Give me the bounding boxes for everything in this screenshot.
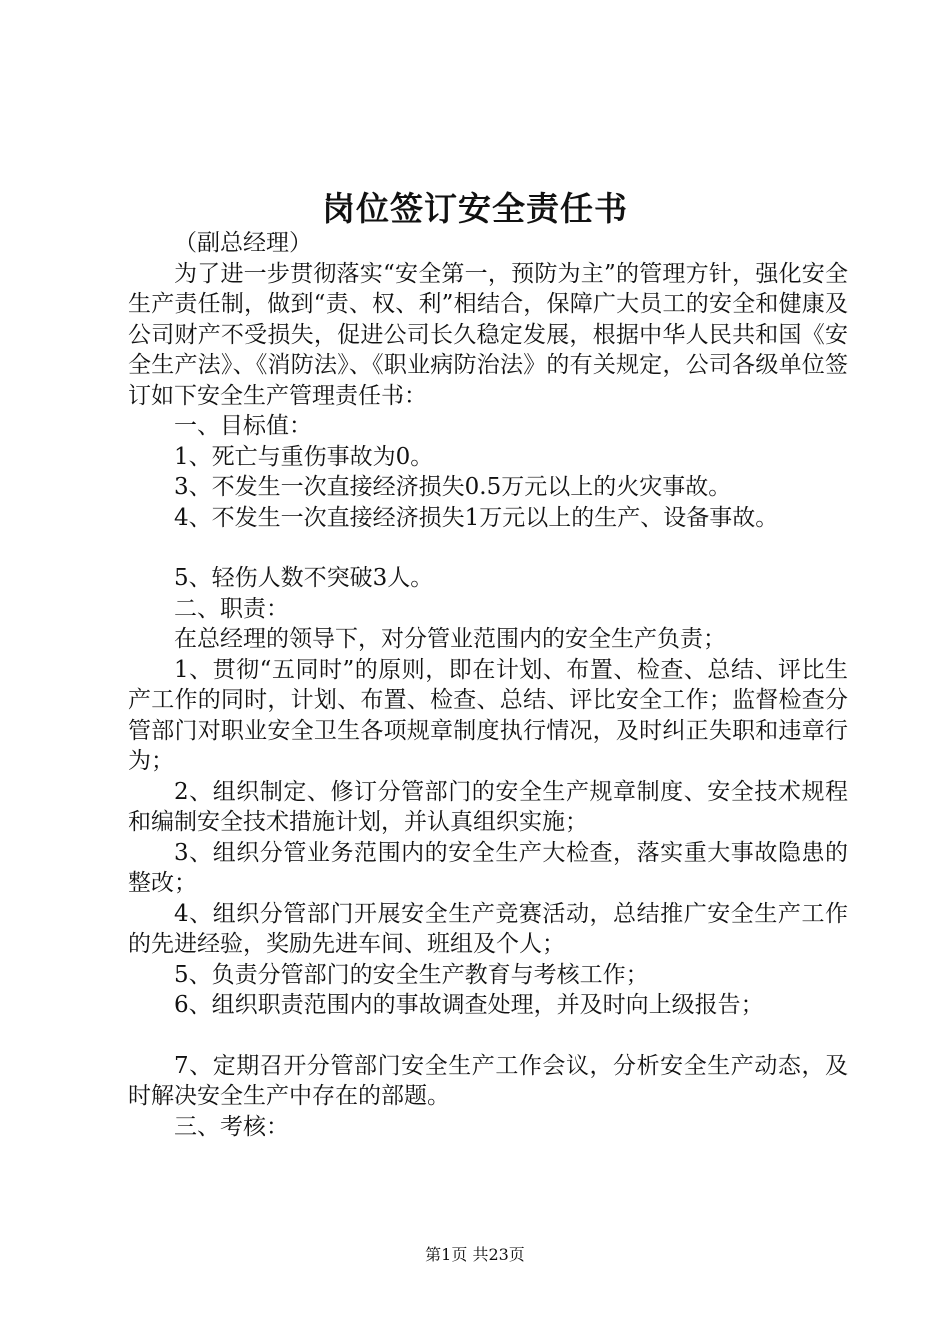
paragraph-heading-targets: 一、目标值： [174,413,312,439]
paragraph-target-1: 1、死亡与重伤事故为0。 [174,443,434,470]
paragraph-target-3: 3、不发生一次直接经济损失0.5万元以上的火灾事故。 [174,474,732,500]
paragraph-duty-6: 6、组织职责范围内的事故调查处理，并及时向上级报告； [174,992,764,1018]
paragraph-duty-1: 1、贯彻“五同时”的原则，即在计划、布置、检查、总结、评比生产工作的同时，计划、布置、检查、总结、评比安全工作；监督检查分管部门对职业安全卫生各项规章制度执行情况，及时纠正失职和违章行为； [128,656,848,774]
paragraph-duty-5: 5、负责分管部门的安全生产教育与考核工作； [174,961,649,988]
paragraph-target-4: 4、不发生一次直接经济损失1万元以上的生产、设备事故。 [174,504,779,531]
paragraph-target-5: 5、轻伤人数不突破3人。 [174,565,434,591]
paragraph-intro: 为了进一步贯彻落实“安全第一，预防为主”的管理方针，强化安全生产责任制，做到“责、权、利”相结合，保障广大员工的安全和健康及公司财产不受损失，促进公司长久稳定发展，根据中华人民共和国《安全生产法》、《消防法》、《职业病防治法》的有关规定，公司各级单位签订如下安全生产管理责任书： [128,260,848,409]
paragraph-heading-assessment: 三、考核： [174,1113,289,1140]
paragraph-heading-duties: 二、职责： [174,595,289,622]
page-footer: 第1页 共23页 [425,1245,525,1264]
paragraph-duty-2: 2、组织制定、修订分管部门的安全生产规章制度、安全技术规程和编制安全技术措施计划，并认真组织实施； [128,778,848,835]
paragraph-duty-3: 3、组织分管业务范围内的安全生产大检查，落实重大事故隐患的整改； [128,839,848,896]
paragraph-duty-intro: 在总经理的领导下，对分管业范围内的安全生产负责； [174,626,726,652]
document-title: 岗位签订安全责任书 [322,189,628,228]
document-body [128,228,848,1142]
paragraph-subtitle: （副总经理） [174,230,312,256]
paragraph-duty-7: 7、定期召开分管部门安全生产工作会议，分析安全生产动态，及时解决安全生产中存在的部题。 [128,1052,848,1109]
paragraph-duty-4: 4、组织分管部门开展安全生产竞赛活动，总结推广安全生产工作的先进经验，奖励先进车间、班组及个人； [128,900,848,957]
